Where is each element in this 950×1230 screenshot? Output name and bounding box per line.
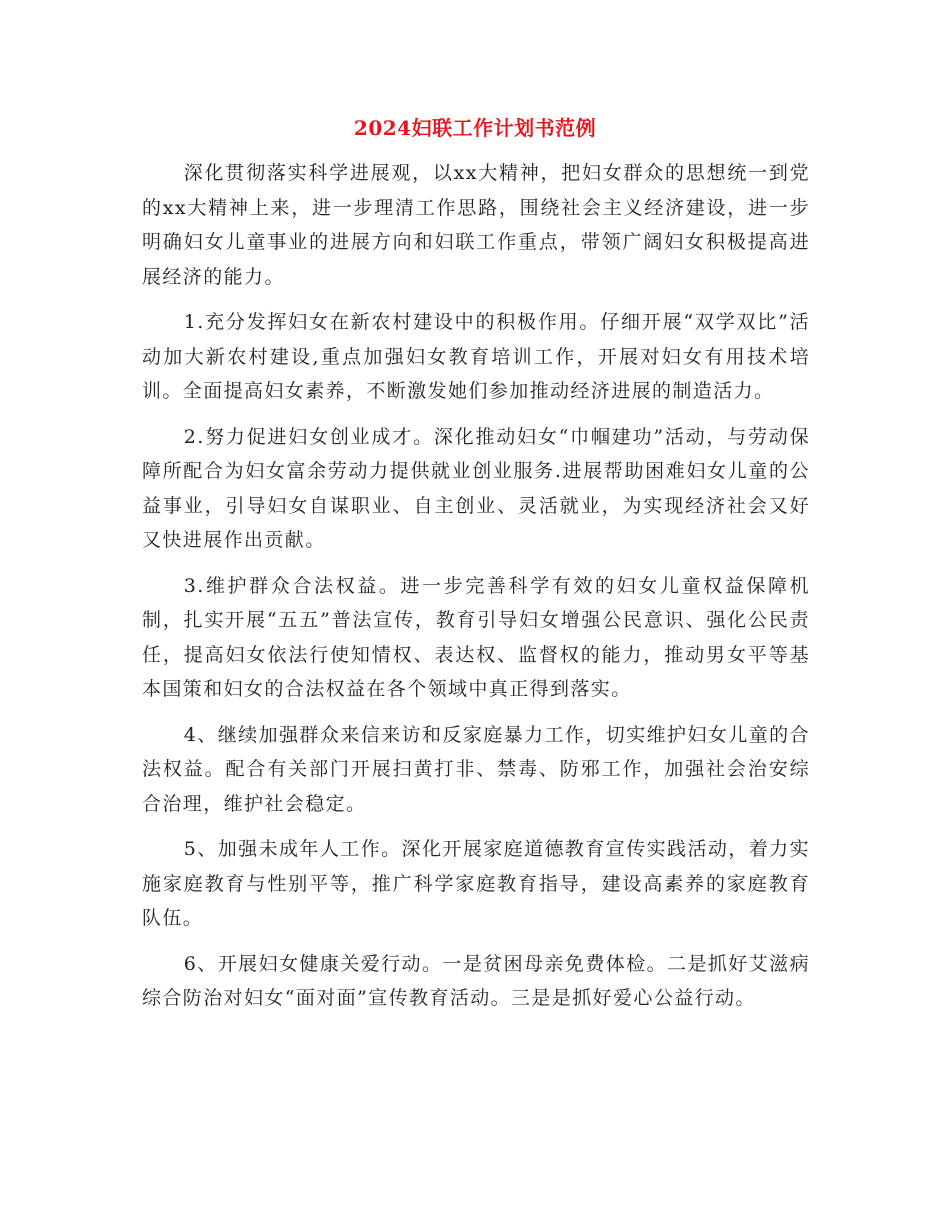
paragraph-item-1: 1.充分发挥妇女在新农村建设中的积极作用。仔细开展“双学双比”活动加大新农村建设,重点加强妇女教育培训工作，开展对妇女有用技术培训。全面提高妇女素养，不断激发她们参加推动经济进展的制造活力。 [142, 311, 810, 402]
paragraph-item-5: 5、加强未成年人工作。深化开展家庭道德教育宣传实践活动，着力实施家庭教育与性别平等，推广科学家庭教育指导，建设高素养的家庭教育队伍。 [142, 838, 810, 929]
paragraph-item-6: 6、开展妇女健康关爱行动。一是贫困母亲免费体检。二是抓好艾滋病综合防治对妇女“面对面”宣传教育活动。三是是抓好爱心公益行动。 [142, 952, 810, 1009]
paragraph-item-3: 3.维护群众合法权益。进一步完善科学有效的妇女儿童权益保障机制，扎实开展“五五”普法宣传，教育引导妇女增强公民意识、强化公民责任，提高妇女依法行使知情权、表达权、监督权的能力，推动男女平等基本国策和妇女的合法权益在各个领域中真正得到落实。 [142, 574, 810, 700]
paragraph-intro: 深化贯彻落实科学进展观，以xx大精神，把妇女群众的思想统一到党的xx大精神上来，进一步理清工作思路，围绕社会主义经济建设，进一步明确妇女儿童事业的进展方向和妇联工作重点，带领广阔妇女积极提高进展经济的能力。 [142, 162, 810, 288]
document-body [142, 156, 810, 1027]
paragraph-item-4: 4、继续加强群众来信来访和反家庭暴力工作，切实维护妇女儿童的合法权益。配合有关部门开展扫黄打非、禁毒、防邪工作，加强社会治安综合治理，维护社会稳定。 [142, 723, 810, 815]
paragraph-item-2: 2.努力促进妇女创业成才。深化推动妇女“巾帼建功”活动，与劳动保障所配合为妇女富余劳动力提供就业创业服务.进展帮助困难妇女儿童的公益事业，引导妇女自谋职业、自主创业、灵活就业，为实现经济社会又好又快进展作出贡献。 [142, 425, 810, 551]
document-title: 2024妇联工作计划书范例 [353, 116, 597, 140]
